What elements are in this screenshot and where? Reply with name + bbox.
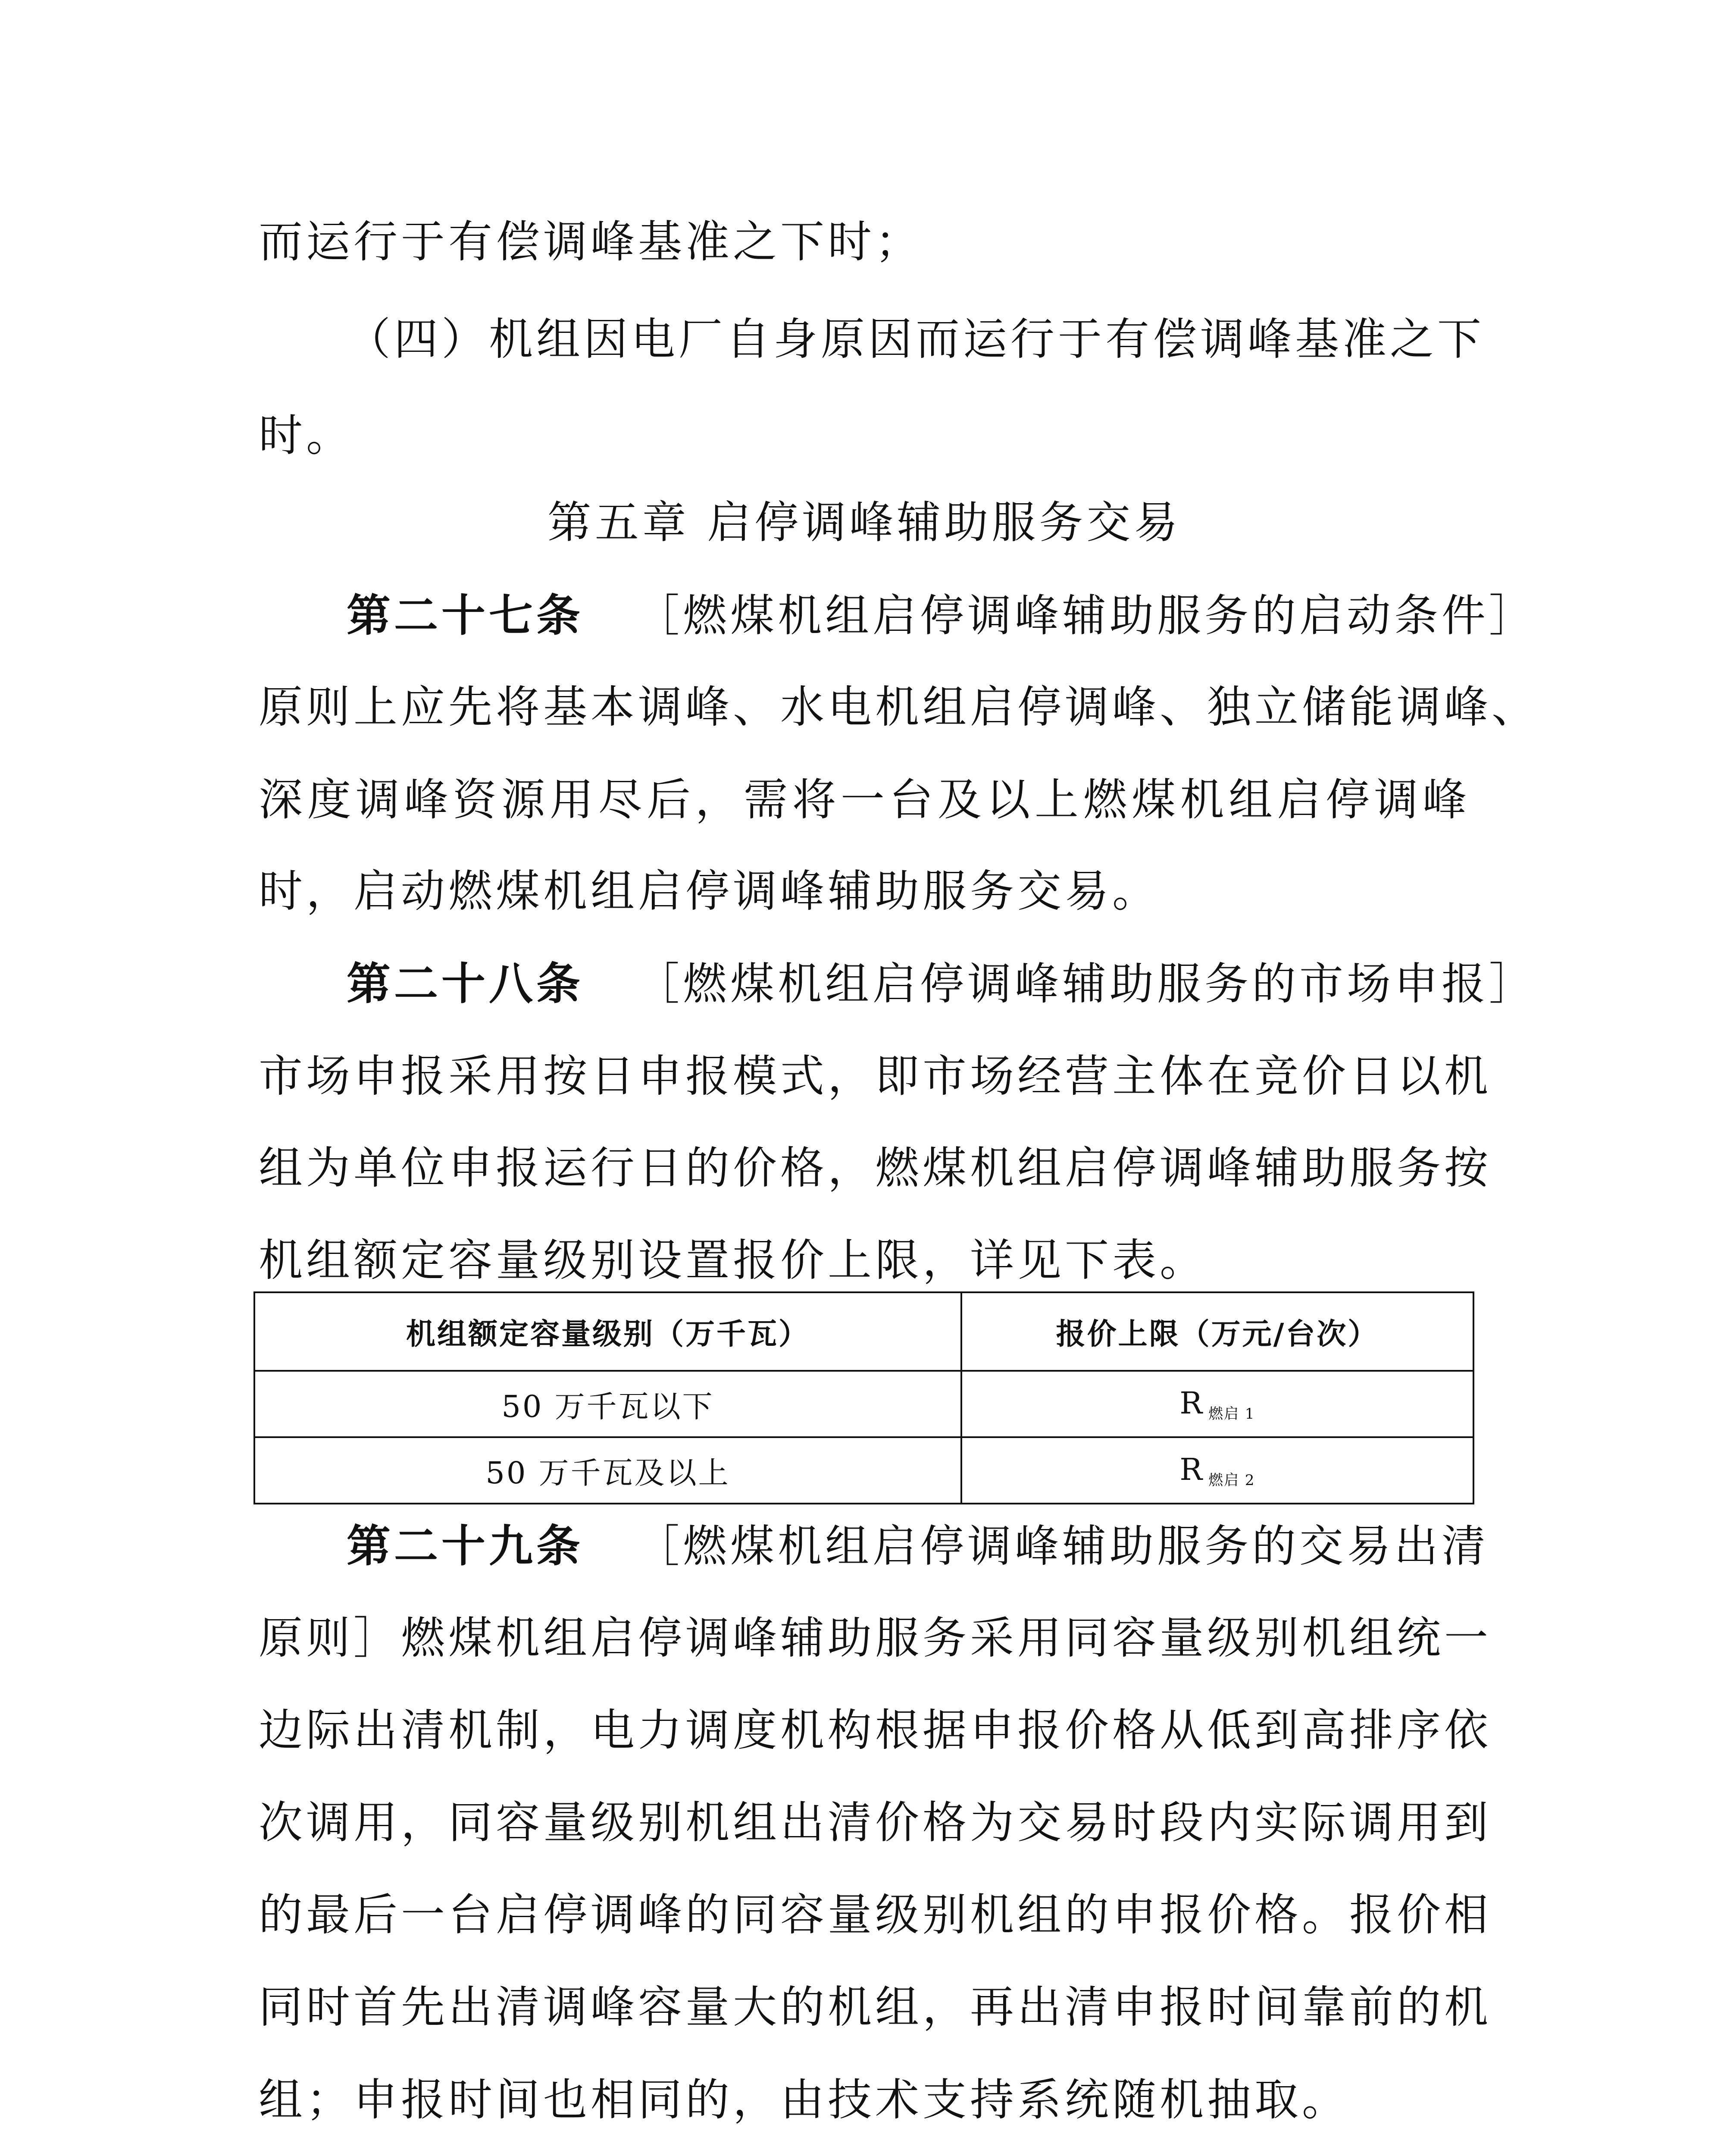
price-cap-subscript: 燃启 1 <box>1208 1405 1255 1423</box>
table-header-cell: 机组额定容量级别（万千瓦） <box>254 1292 961 1371</box>
article-28-heading: ［燃煤机组启停调峰辅助服务的市场申报］ <box>635 959 1536 1010</box>
paragraph-line: 次调用，同容量级别机组出清价格为交易时段内实际调用到 <box>259 1797 1492 1849</box>
table-cell-price-cap <box>961 1371 1473 1437</box>
paragraph-line: 市场申报采用按日申报模式，即市场经营主体在竞价日以机 <box>259 1051 1492 1102</box>
paragraph-line: 原则上应先将基本调峰、水电机组启停调峰、独立储能调峰、 <box>259 682 1539 733</box>
article-28-heading-line <box>347 956 1536 1012</box>
table-row <box>254 1437 1473 1504</box>
paragraph-line: 机组额定容量级别设置报价上限，详见下表。 <box>259 1235 1207 1286</box>
paragraph-line: 原则］燃煤机组启停调峰辅助服务采用同容量级别机组统一 <box>259 1613 1492 1664</box>
paragraph-line: 组为单位申报运行日的价格，燃煤机组启停调峰辅助服务按 <box>259 1143 1492 1194</box>
paragraph-line: 时，启动燃煤机组启停调峰辅助服务交易。 <box>259 866 1160 917</box>
article-29-heading: ［燃煤机组启停调峰辅助服务的交易出清 <box>635 1521 1489 1572</box>
article-27-heading: ［燃煤机组启停调峰辅助服务的启动条件］ <box>635 590 1536 642</box>
paragraph-line: 深度调峰资源用尽后，需将一台及以上燃煤机组启停调峰 <box>259 774 1470 826</box>
paragraph-line: 而运行于有偿调峰基准之下时； <box>259 216 923 268</box>
article-27-label: 第二十七条 <box>347 590 584 642</box>
paragraph-line: （四）机组因电厂自身原因而运行于有偿调峰基准之下 <box>347 314 1485 365</box>
article-29-heading-line <box>347 1519 1489 1575</box>
table-cell-price-cap <box>961 1437 1473 1504</box>
price-cap-symbol: R <box>1179 1385 1204 1421</box>
table-row <box>254 1371 1473 1437</box>
table-cell-capacity-level: 50 万千瓦以下 <box>254 1371 961 1437</box>
chapter-title: 第五章 启停调峰辅助服务交易 <box>547 497 1182 548</box>
price-cap-symbol: R <box>1179 1451 1204 1487</box>
price-cap-subscript: 燃启 2 <box>1208 1471 1255 1489</box>
paragraph-line: 边际出清机制，电力调度机构根据申报价格从低到高排序依 <box>259 1705 1492 1756</box>
table-header-row <box>254 1292 1473 1371</box>
table-header-cell: 报价上限（万元/台次） <box>961 1292 1473 1371</box>
article-28-label: 第二十八条 <box>347 959 584 1010</box>
table-cell-capacity-level: 50 万千瓦及以上 <box>254 1437 961 1504</box>
article-27-heading-line <box>347 588 1536 644</box>
paragraph-line: 的最后一台启停调峰的同容量级别机组的申报价格。报价相 <box>259 1890 1492 1941</box>
paragraph-line: 时。 <box>259 410 353 461</box>
price-cap-table <box>253 1291 1474 1504</box>
paragraph-line: 同时首先出清调峰容量大的机组，再出清申报时间靠前的机 <box>259 1982 1492 2033</box>
paragraph-line: 组；申报时间也相同的，由技术支持系统随机抽取。 <box>259 2075 1349 2126</box>
article-29-label: 第二十九条 <box>347 1521 584 1572</box>
